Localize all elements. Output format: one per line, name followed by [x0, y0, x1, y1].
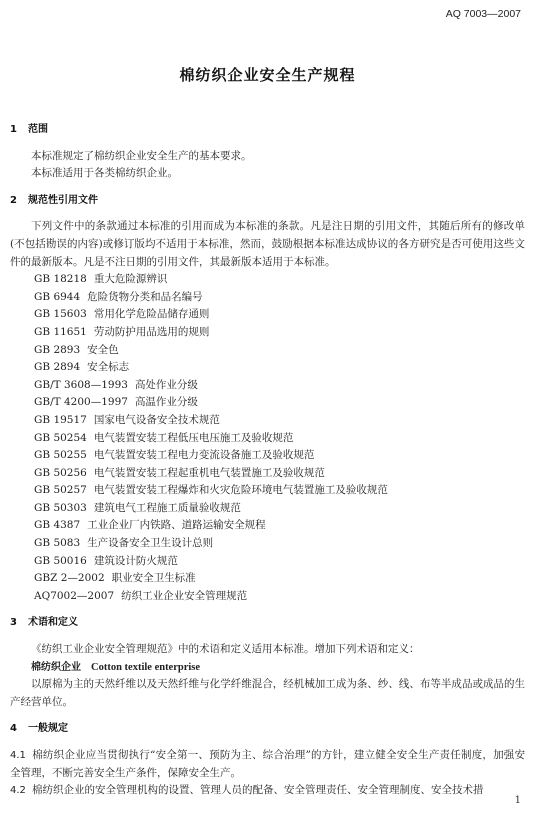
terms-intro: 《纺织工业企业安全管理规范》中的术语和定义适用本标准。增加下列术语和定义： — [31, 643, 420, 656]
page-number: 1 — [514, 795, 521, 806]
reference-item: GB 50256 电气装置安装工程起重机电气装置施工及验收规范 — [34, 466, 325, 479]
term-chinese: 棉纺织企业 — [31, 661, 81, 673]
reference-item: GB 15603 常用化学危险品储存通则 — [34, 308, 210, 321]
reference-item: GB 5083 生产设备安全卫生设计总则 — [34, 537, 214, 550]
clause-4-2: 4.2 棉纺织企业的安全管理机构的设置、管理人员的配备、安全管理责任、安全管理制度、安全技术措 — [10, 784, 484, 797]
reference-item: GB 2893 安全色 — [34, 343, 119, 356]
reference-item: GB 18218 重大危险源辨识 — [34, 273, 168, 286]
reference-item: GB 50257 电气装置安装工程爆炸和火灾危险环境电气装置施工及验收规范 — [34, 484, 388, 497]
term-english: Cotton textile enterprise — [91, 661, 201, 673]
reference-item: AQ7002—2007 纺织工业企业安全管理规范 — [34, 589, 248, 602]
reference-item: GB 50254 电气装置安装工程低压电压施工及验收规范 — [34, 431, 294, 444]
reference-item: GB/T 3608—1993 高处作业分级 — [34, 378, 198, 391]
reference-item: GB 50303 建筑电气工程施工质量验收规范 — [34, 501, 241, 514]
term-entry — [10, 659, 525, 677]
reference-item: GBZ 2—2002 职业安全卫生标准 — [34, 572, 196, 585]
section-heading-normative-references: 2 规范性引用文件 — [10, 194, 98, 206]
reference-item: GB 11651 劳动防护用品选用的规则 — [34, 325, 210, 338]
reference-item: GB 19517 国家电气设备安全技术规范 — [34, 413, 220, 426]
section-heading-scope: 1 范围 — [10, 124, 48, 135]
scope-paragraph: 本标准适用于各类棉纺织企业。 — [31, 167, 178, 180]
section-heading-general: 4 一般规定 — [10, 723, 68, 735]
term-definition: 以原棉为主的天然纤维以及天然纤维与化学纤维混合，经机械加工成为条、纱、线、布等半成品或成品的生产经营单位。 — [10, 678, 525, 708]
scope-paragraph: 本标准规定了棉纺织企业安全生产的基本要求。 — [31, 149, 252, 162]
clause-4-1: 4.1 棉纺织企业应当贯彻执行“安全第一、预防为主、综合治理”的方针，建立健全安全生产责任制度，加强安全管理，不断完善安全生产条件，保障安全生产。 — [10, 749, 525, 779]
reference-item: GB 50016 建筑设计防火规范 — [34, 554, 178, 567]
document-body — [10, 121, 525, 800]
reference-item: GB 50255 电气装置安装工程电力变流设备施工及验收规范 — [34, 449, 315, 462]
reference-item: GB 4387 工业企业厂内铁路、道路运输安全规程 — [34, 519, 266, 532]
standard-code: AQ 7003—2007 — [445, 8, 521, 20]
reference-item: GB 2894 安全标志 — [34, 361, 130, 374]
document-title: 棉纺织企业安全生产规程 — [179, 66, 356, 84]
normative-references-intro: 下列文件中的条款通过本标准的引用而成为本标准的条款。凡是注日期的引用文件，其随后所有的修改单(不包括勘误的内容)或修订版均不适用于本标准，然而，鼓励根据本标准达成协议的各方研究是否可使用这些文件的最新版本。凡是不注日期的引用文件，其最新版本适用于本标准。 — [10, 220, 525, 268]
reference-item: GB/T 4200—1997 高温作业分级 — [34, 396, 198, 409]
reference-item: GB 6944 危险货物分类和品名编号 — [34, 290, 203, 303]
section-heading-terms: 3 术语和定义 — [10, 617, 78, 629]
